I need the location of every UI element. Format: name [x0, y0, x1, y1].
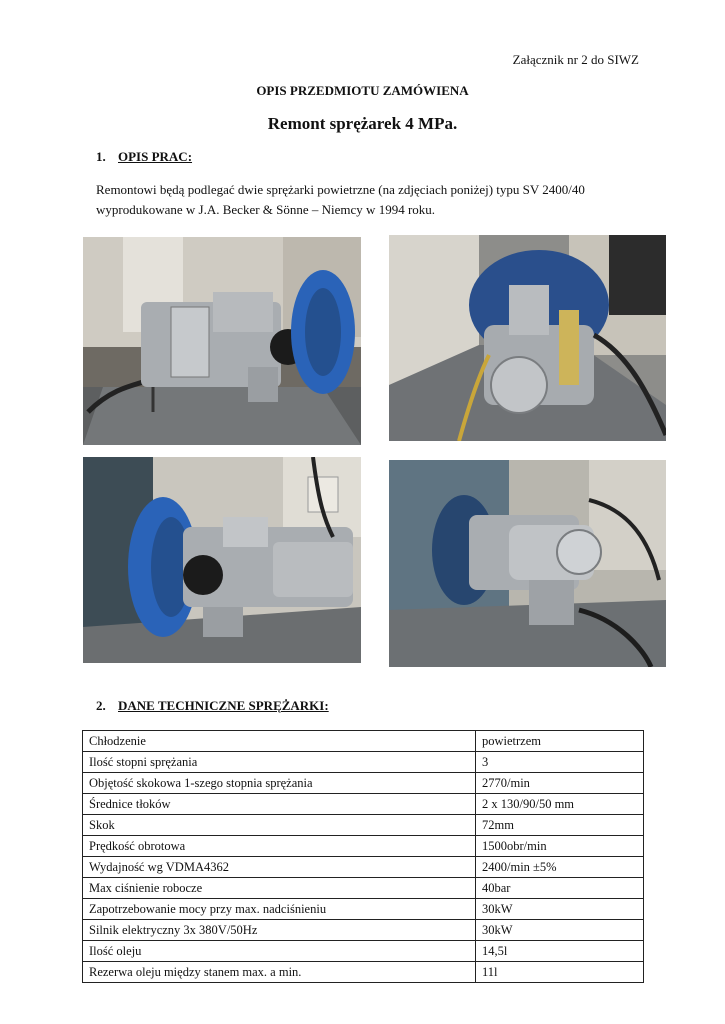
- table-row: [83, 962, 644, 983]
- spec-label: Ilość stopni sprężania: [83, 752, 476, 773]
- table-row: [83, 899, 644, 920]
- spec-value: 30kW: [476, 899, 644, 920]
- spec-label: Średnice tłoków: [83, 794, 476, 815]
- table-row: [83, 773, 644, 794]
- compressor-photo-1: [83, 237, 361, 445]
- spec-value: 2400/min ±5%: [476, 857, 644, 878]
- spec-value: 30kW: [476, 920, 644, 941]
- table-row: [83, 857, 644, 878]
- table-row: [83, 836, 644, 857]
- spec-value: 2 x 130/90/50 mm: [476, 794, 644, 815]
- table-row: [83, 941, 644, 962]
- section-2-title: DANE TECHNICZNE SPRĘŻARKI:: [118, 698, 329, 713]
- spec-value: 40bar: [476, 878, 644, 899]
- section-1-heading: [96, 149, 192, 165]
- section-2-number: 2.: [96, 698, 106, 713]
- spec-value: 2770/min: [476, 773, 644, 794]
- compressor-photo-3: [83, 457, 361, 663]
- spec-label: Zapotrzebowanie mocy przy max. nadciśnieniu: [83, 899, 476, 920]
- section-1-number: 1.: [96, 149, 106, 164]
- spec-label: Ilość oleju: [83, 941, 476, 962]
- section-1-title: OPIS PRAC:: [118, 149, 193, 164]
- table-row: [83, 815, 644, 836]
- spec-value: 11l: [476, 962, 644, 983]
- spec-label: Objętość skokowa 1-szego stopnia sprężania: [83, 773, 476, 794]
- annex-label: Załącznik nr 2 do SIWZ: [512, 52, 639, 67]
- spec-label: Silnik elektryczny 3x 380V/50Hz: [83, 920, 476, 941]
- section-2-heading: [96, 698, 329, 714]
- spec-label: Skok: [83, 815, 476, 836]
- document-subtitle: Remont sprężarek 4 MPa.: [267, 114, 458, 133]
- spec-value: 1500obr/min: [476, 836, 644, 857]
- document-title: OPIS PRZEDMIOTU ZAMÓWIENA: [256, 83, 469, 98]
- spec-label: Wydajność wg VDMA4362: [83, 857, 476, 878]
- spec-label: Chłodzenie: [83, 731, 476, 752]
- table-row: [83, 752, 644, 773]
- spec-label: Prędkość obrotowa: [83, 836, 476, 857]
- spec-value: 3: [476, 752, 644, 773]
- table-row: [83, 878, 644, 899]
- table-row: [83, 920, 644, 941]
- technical-specs-table: [82, 730, 644, 983]
- spec-label: Max ciśnienie robocze: [83, 878, 476, 899]
- section-1-paragraph: Remontowi będą podlegać dwie sprężarki powietrzne (na zdjęciach poniżej) typu SV 2400/40 wyprodukowane w J.A. Becker & Sönne – Niemcy w 1994 roku.: [96, 182, 585, 217]
- table-row: [83, 731, 644, 752]
- compressor-photo-2: [389, 235, 666, 441]
- spec-label: Rezerwa oleju między stanem max. a min.: [83, 962, 476, 983]
- table-row: [83, 794, 644, 815]
- spec-value: 14,5l: [476, 941, 644, 962]
- spec-value: powietrzem: [476, 731, 644, 752]
- spec-value: 72mm: [476, 815, 644, 836]
- compressor-photo-4: [389, 460, 666, 667]
